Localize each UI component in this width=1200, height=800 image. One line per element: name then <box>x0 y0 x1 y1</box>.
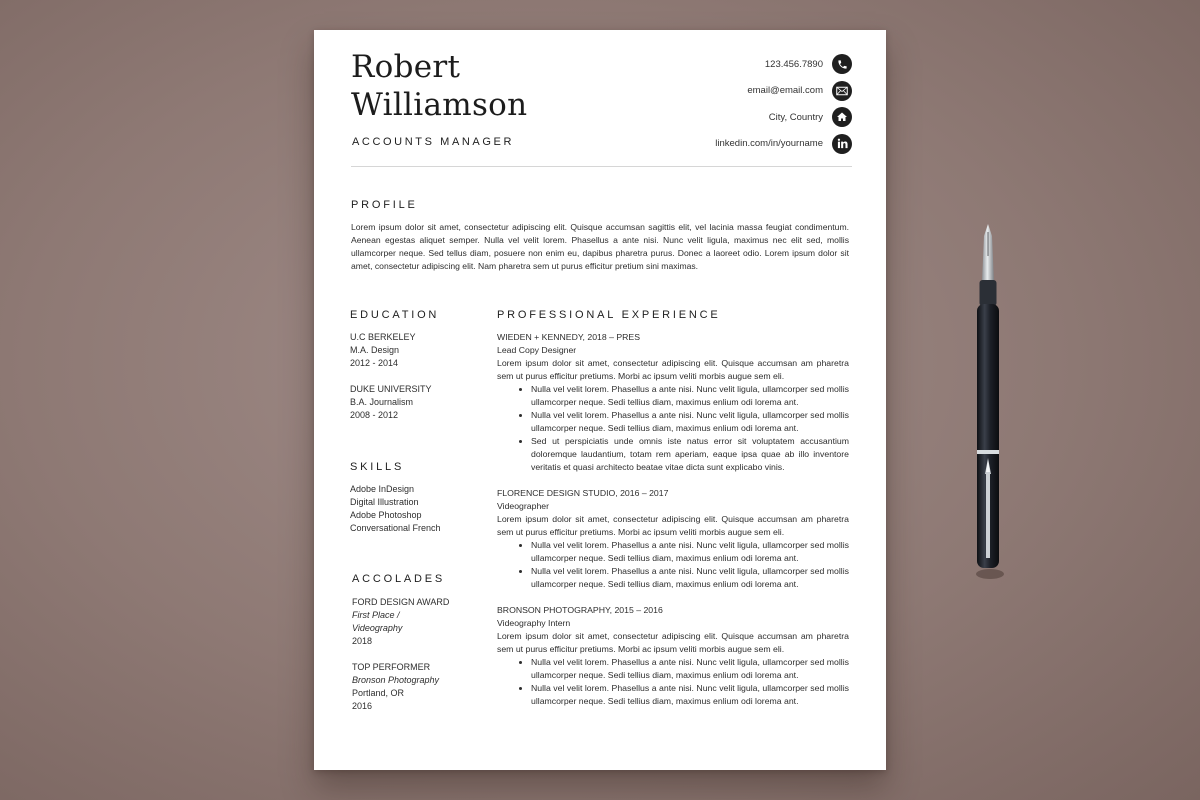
accolade-name: FORD DESIGN AWARD <box>352 597 450 607</box>
job-company: FLORENCE DESIGN STUDIO, 2016 – 2017 <box>497 488 669 498</box>
contact-linkedin <box>632 131 852 158</box>
last-name: Williamson <box>351 87 528 123</box>
accolade-year: 2016 <box>352 701 373 711</box>
job-bullets <box>497 656 849 708</box>
accolade-year: 2018 <box>352 636 373 646</box>
job-bullet: • Nulla vel velit lorem. Phasellus a ante nisi. Nunc velit ligula, ullamcorper sed mollis ullamcorper neque. Sedi tellius diam, maximus enlium odi lorema ant. <box>531 656 849 682</box>
education-degree: M.A. Design <box>350 345 400 355</box>
job-bullet: • Sed ut perspiciatis unde omnis iste natus error sit voluptatem accusantium doloremque laudantium, totam rem aperiam, eaque ipsa quae ab illo inventore veritatis et quasi architecto beatae vitae dicta sunt explicabo vinis. <box>531 435 849 474</box>
job-bullet: • Nulla vel velit lorem. Phasellus a ante nisi. Nunc velit ligula, ullamcorper sed mollis ullamcorper neque. Sedi tellius diam, maximus enlium odi lorema ant. <box>531 409 849 435</box>
envelope-icon <box>832 81 852 101</box>
profile-text: Lorem ipsum dolor sit amet, consectetur adipiscing elit. Quisque accumsan sagittis elit, vel lacinia massa feugiat condimentum. Aenean egestas aliquet semper. Nulla vel velit lorem. Phasellus a ante nisi. Nunc velit ligula, maximus nec elit sed, mollis ullamcorper neque. Sed tellus diam, posuere non enim eu, dapibus pharetra purus. Donec a laoreet odio. Lorem ipsum dolor sit amet, consectetur adipiscing elit. Nam pharetra sem ut purus efficitur pretium sini maximas. <box>351 222 849 271</box>
job-bullet: • Nulla vel velit lorem. Phasellus a ante nisi. Nunc velit ligula, ullamcorper sed mollis ullamcorper neque. Sedi tellius diam, maximus enlium odi lorema ant. <box>531 565 849 591</box>
job-role: Lead Copy Designer <box>497 345 577 355</box>
skill-item: Adobe Photoshop <box>350 510 422 520</box>
phone-text: 123.456.7890 <box>764 58 823 70</box>
skill-item: Digital Illustration <box>350 497 419 507</box>
education-list <box>350 331 432 422</box>
job-entry <box>497 604 849 708</box>
job-company: BRONSON PHOTOGRAPHY, 2015 – 2016 <box>497 605 663 615</box>
linkedin-text: linkedin.com/in/yourname <box>715 138 823 150</box>
fountain-pen-image <box>970 222 1006 582</box>
skill-item: Conversational French <box>350 523 441 533</box>
resume-page <box>314 30 886 770</box>
accolade-name: TOP PERFORMER <box>352 662 431 672</box>
home-icon <box>832 107 852 127</box>
accolades-list <box>352 596 449 713</box>
job-entry <box>497 487 849 591</box>
contact-location <box>632 104 852 131</box>
job-bullet: • Nulla vel velit lorem. Phasellus a ante nisi. Nunc velit ligula, ullamcorper sed mollis ullamcorper neque. Sedi tellius diam, maximus enlium odi lorema ant. <box>531 539 849 565</box>
phone-icon <box>832 54 852 74</box>
job-role: Videographer <box>497 501 550 511</box>
education-school: DUKE UNIVERSITY <box>350 384 432 394</box>
accolade-detail: Videography <box>352 623 403 633</box>
job-bullet: • Nulla vel velit lorem. Phasellus a ante nisi. Nunc velit ligula, ullamcorper sed mollis ullamcorper neque. Sedi tellius diam, maximus enlium odi lorema ant. <box>531 682 849 708</box>
candidate-name <box>351 48 527 124</box>
skills-list <box>350 483 441 535</box>
location-text: City, Country <box>768 111 823 123</box>
education-heading: EDUCATION <box>350 309 440 321</box>
job-company: WIEDEN + KENNEDY, 2018 – PRES <box>497 332 640 342</box>
job-description: Lorem ipsum dolor sit amet, consectetur adipiscing elit. Quisque accumsan am pharetra sem ut purus efficitur pretiums. Morbi ac ipsum veliti morbis augue sem eli. <box>497 358 849 381</box>
accolade-location: Portland, OR <box>352 688 405 698</box>
skill-item: Adobe InDesign <box>350 484 415 494</box>
skills-heading: SKILLS <box>350 461 405 473</box>
header-divider <box>351 166 852 167</box>
job-role: Videography Intern <box>497 618 571 628</box>
job-bullets <box>497 539 849 591</box>
education-years: 2008 - 2012 <box>350 410 399 420</box>
contact-info <box>632 51 852 157</box>
job-description: Lorem ipsum dolor sit amet, consectetur adipiscing elit. Quisque accumsan am pharetra sem ut purus efficitur pretiums. Morbi ac ipsum veliti morbis augue sem eli. <box>497 631 849 654</box>
accolade-detail: First Place / <box>352 610 400 620</box>
education-school: U.C BERKELEY <box>350 332 416 342</box>
contact-email <box>632 78 852 105</box>
email-text: email@email.com <box>747 85 823 97</box>
job-bullets <box>497 383 849 474</box>
education-degree: B.A. Journalism <box>350 397 414 407</box>
education-years: 2012 - 2014 <box>350 358 399 368</box>
job-description: Lorem ipsum dolor sit amet, consectetur adipiscing elit. Quisque accumsan am pharetra sem ut purus efficitur pretiums. Morbi ac ipsum veliti morbis augue sem eli. <box>497 514 849 537</box>
job-entry <box>497 331 849 474</box>
accolade-detail: Bronson Photography <box>352 675 440 685</box>
accolades-heading: ACCOLADES <box>352 573 446 585</box>
job-bullet: • Nulla vel velit lorem. Phasellus a ante nisi. Nunc velit ligula, ullamcorper sed mollis ullamcorper neque. Sedi tellius diam, maximus enlium odi lorema ant. <box>531 383 849 409</box>
profile-heading: PROFILE <box>351 199 418 211</box>
first-name: Robert <box>351 49 461 85</box>
job-title: ACCOUNTS MANAGER <box>352 136 514 148</box>
linkedin-icon <box>832 134 852 154</box>
experience-heading: PROFESSIONAL EXPERIENCE <box>497 309 721 321</box>
contact-phone <box>632 51 852 78</box>
